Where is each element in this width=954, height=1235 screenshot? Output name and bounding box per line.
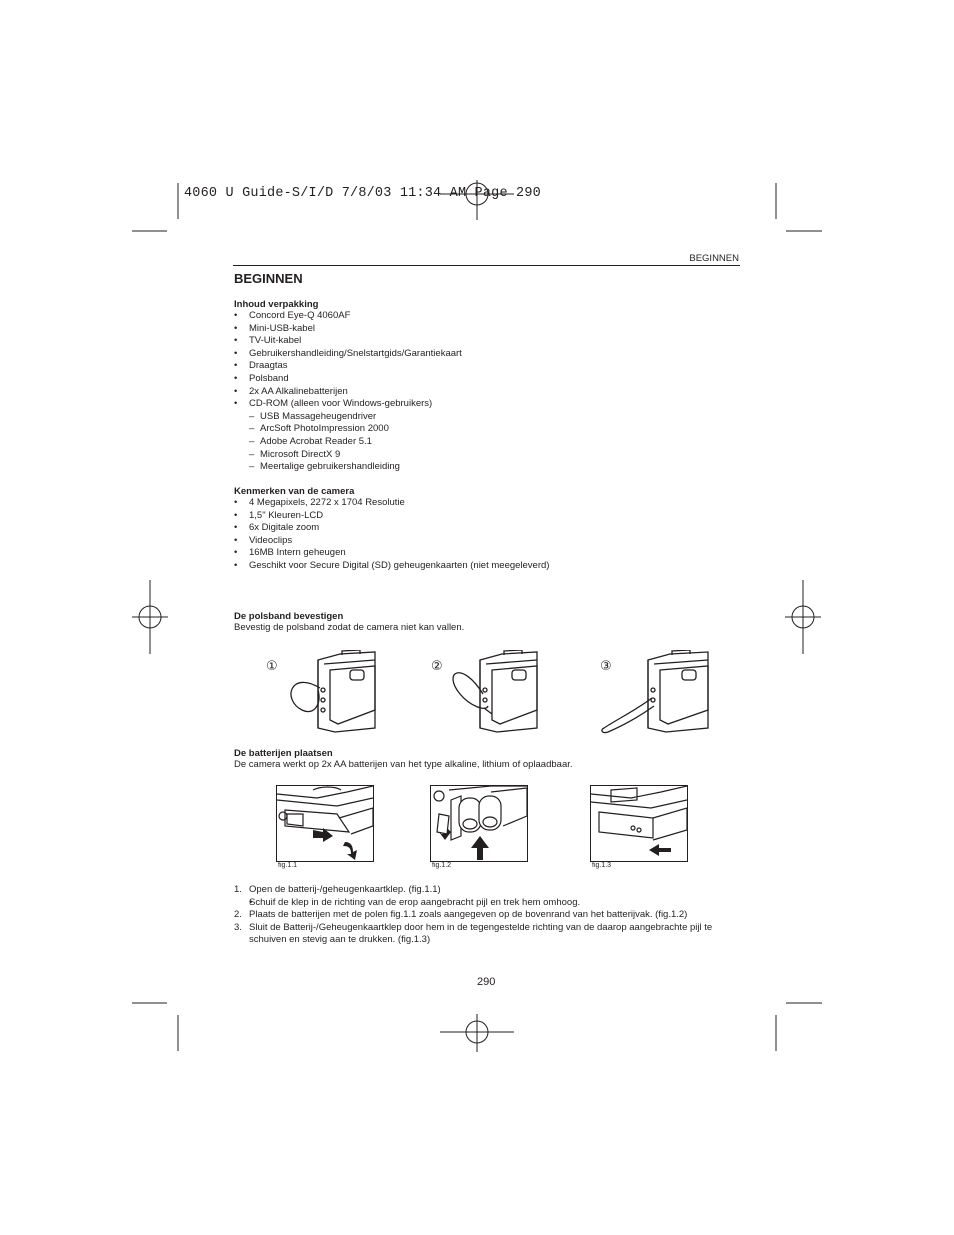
step-text: Plaats de batterijen met de polen fig.1.1 zoals aangegeven op de bovenrand van het batterijvak. (fig.1.2): [249, 909, 688, 921]
list-item: • TV-Uit-kabel: [234, 335, 740, 348]
step-number: 1.: [234, 884, 242, 895]
battery-heading: De batterijen plaatsen: [234, 748, 333, 759]
battery-insert-illustration: [431, 786, 527, 861]
list-item: • Geschikt voor Secure Digital (SD) geheugenkaarten (niet meegeleverd): [234, 560, 740, 573]
features-heading: Kenmerken van de camera: [234, 486, 355, 497]
list-item: • 1,5" Kleuren-LCD: [234, 510, 740, 523]
list-item: • 16MB Intern geheugen: [234, 547, 740, 560]
package-list: [234, 310, 740, 474]
battery-figure-1: [276, 785, 374, 862]
strap-illustration-2: [442, 650, 542, 736]
battery-steps: [234, 884, 740, 947]
strap-text: Bevestig de polsband zodat de camera niet kan vallen.: [234, 622, 465, 633]
list-item: • Mini-USB-kabel: [234, 323, 740, 336]
battery-figure-3: [590, 785, 688, 862]
list-item: • 4 Megapixels, 2272 x 1704 Resolutie: [234, 497, 740, 510]
battery-door-close-illustration: [591, 786, 687, 861]
package-section: [234, 299, 740, 474]
battery-door-open-illustration: [277, 786, 373, 861]
running-head: BEGINNEN: [689, 253, 739, 264]
print-slug: 4060 U Guide-S/I/D 7/8/03 11:34 AM Page 290: [184, 186, 541, 201]
step-item: [234, 922, 740, 947]
steps-list: [234, 884, 740, 947]
list-item: • Polsband: [234, 373, 740, 386]
step-item: [234, 884, 740, 897]
list-subitem: – Meertalige gebruikershandleiding: [234, 461, 740, 474]
step-number: 3.: [234, 921, 242, 933]
features-list: [234, 497, 740, 573]
step-text: Open de batterij-/geheugenkaartklep. (fig.1.1): [249, 884, 441, 895]
strap-section: [234, 611, 740, 635]
strap-heading: De polsband bevestigen: [234, 611, 344, 622]
figure-caption: fig.1.2: [432, 862, 452, 869]
step-text: Sluit de Batterij-/Geheugenkaartklep door hem in de tegengestelde richting van de daarop aangebrachte pijl te schuiven en stevig aan te drukken. (fig.1.3): [249, 921, 713, 946]
strap-illustration-1: [280, 650, 380, 736]
strap-step-2-label: ②: [431, 658, 443, 673]
strap-illustration-3: [596, 650, 710, 736]
list-item: • CD-ROM (alleen voor Windows-gebruikers): [234, 398, 740, 411]
features-section: [234, 486, 740, 573]
package-heading: Inhoud verpakking: [234, 299, 319, 310]
list-item: • Concord Eye-Q 4060AF: [234, 310, 740, 323]
list-subitem: – USB Massageheugendriver: [234, 411, 740, 424]
header-rule: [233, 265, 740, 266]
strap-step-1-label: ①: [266, 658, 278, 673]
list-item: • Videoclips: [234, 535, 740, 548]
list-subitem: – Adobe Acrobat Reader 5.1: [234, 436, 740, 449]
list-item: • 2x AA Alkalinebatterijen: [234, 386, 740, 399]
page-title: BEGINNEN: [234, 271, 303, 286]
step-subitem: • Schuif de klep in de richting van de erop aangebracht pijl en trek hem omhoog.: [234, 897, 740, 910]
figure-caption: fig.1.1: [278, 862, 298, 869]
list-item: • Gebruikershandleiding/Snelstartgids/Garantiekaart: [234, 348, 740, 361]
page-number: 290: [477, 976, 496, 988]
battery-text: De camera werkt op 2x AA batterijen van het type alkaline, lithium of oplaadbaar.: [234, 759, 573, 770]
figure-caption: fig.1.3: [592, 862, 612, 869]
battery-section: [234, 748, 740, 772]
strap-step-3-label: ③: [600, 658, 612, 673]
list-subitem: – ArcSoft PhotoImpression 2000: [234, 423, 740, 436]
list-item: • 6x Digitale zoom: [234, 522, 740, 535]
list-subitem: – Microsoft DirectX 9: [234, 449, 740, 462]
step-number: 2.: [234, 909, 242, 921]
step-item: [234, 909, 740, 922]
list-item: • Draagtas: [234, 360, 740, 373]
battery-figure-2: [430, 785, 528, 862]
